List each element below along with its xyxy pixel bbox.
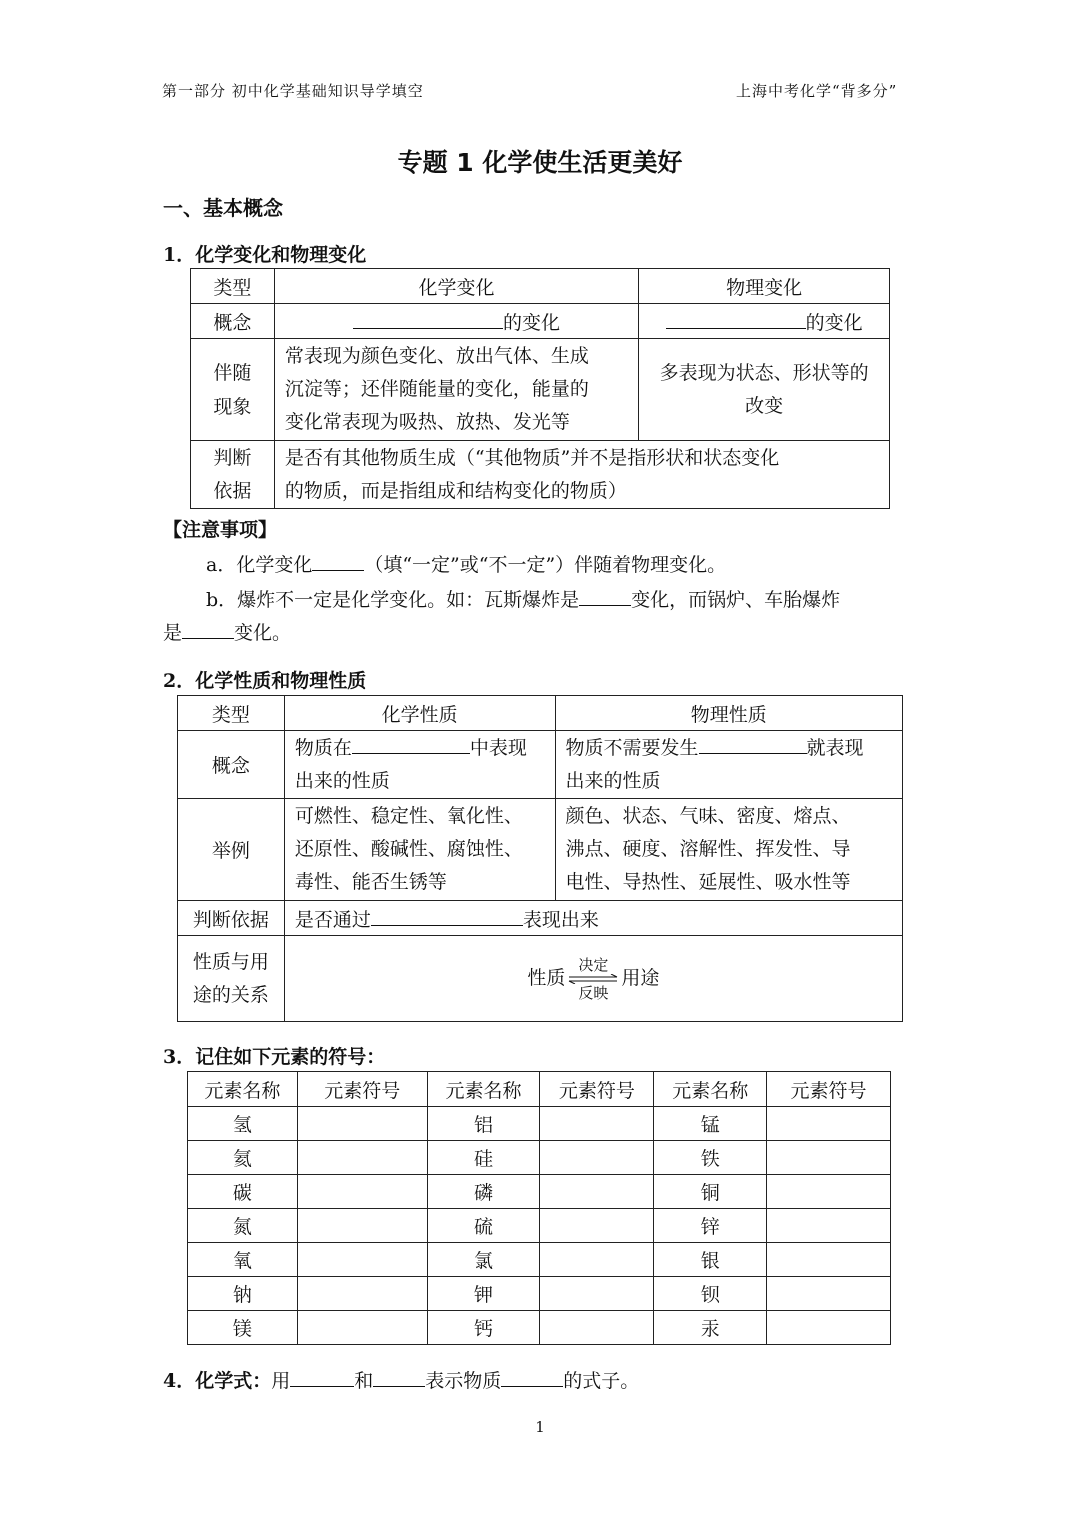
element-name: 锰 — [654, 1107, 767, 1141]
element-name: 氯 — [427, 1243, 540, 1277]
q2-concept-phys: 物质不需要发生 就表现 出来的性质 — [555, 731, 903, 799]
symbol-blank[interactable] — [767, 1243, 891, 1277]
element-name: 钾 — [427, 1277, 540, 1311]
element-name: 硫 — [427, 1209, 540, 1243]
symbol-blank[interactable] — [297, 1277, 427, 1311]
symbol-blank[interactable] — [540, 1277, 654, 1311]
q2-heading: 2．化学性质和物理性质 — [163, 670, 367, 692]
element-name: 铜 — [654, 1175, 767, 1209]
element-name: 锌 — [654, 1209, 767, 1243]
blank[interactable] — [373, 1368, 425, 1387]
page-number: 1 — [535, 1418, 545, 1436]
q3-header: 元素名称 — [188, 1072, 298, 1107]
blank[interactable] — [666, 310, 806, 329]
q3-header: 元素符号 — [767, 1072, 891, 1107]
symbol-blank[interactable] — [540, 1311, 654, 1345]
q3-header: 元素符号 — [297, 1072, 427, 1107]
blank[interactable] — [699, 735, 807, 754]
section-heading: 一、基本概念 — [163, 196, 283, 220]
q3-header: 元素名称 — [654, 1072, 767, 1107]
page-title: 专题 1 化学使生活更美好 — [397, 148, 683, 177]
symbol-blank[interactable] — [767, 1141, 891, 1175]
double-arrow-icon — [567, 974, 619, 984]
q1-header-chem: 化学变化 — [274, 269, 638, 304]
table-row — [188, 1107, 891, 1141]
q2-relation-label: 性质与用 途的关系 — [178, 936, 285, 1022]
q2-header-type: 类型 — [178, 696, 285, 731]
q2-concept-chem: 物质在 中表现 出来的性质 — [284, 731, 555, 799]
table-row — [188, 1209, 891, 1243]
table-row — [188, 1141, 891, 1175]
q1-basis-label: 判断 依据 — [191, 441, 275, 509]
relation-top: 决定 — [578, 955, 609, 974]
q1-header-type: 类型 — [191, 269, 275, 304]
element-name: 磷 — [427, 1175, 540, 1209]
q2-examples-phys: 颜色、状态、气味、密度、熔点、 沸点、硬度、溶解性、挥发性、导 电性、导热性、延展性、吸水性等 — [555, 799, 903, 901]
q3-header: 元素符号 — [540, 1072, 654, 1107]
symbol-blank[interactable] — [297, 1107, 427, 1141]
q2-basis-label: 判断依据 — [178, 901, 285, 936]
element-name: 铁 — [654, 1141, 767, 1175]
relation-arrows — [567, 956, 619, 1002]
header-right: 上海中考化学“背多分” — [736, 82, 898, 100]
blank[interactable] — [352, 735, 470, 754]
q2-examples-chem: 可燃性、稳定性、氧化性、 还原性、酸碱性、腐蚀性、 毒性、能否生锈等 — [284, 799, 555, 901]
relation-left: 性质 — [527, 966, 566, 989]
element-name: 碳 — [188, 1175, 298, 1209]
header-left: 第一部分 初中化学基础知识导学填空 — [162, 82, 424, 100]
element-name: 氧 — [188, 1243, 298, 1277]
symbol-blank[interactable] — [767, 1277, 891, 1311]
q1-phenomenon-label: 伴随 现象 — [191, 339, 275, 441]
symbol-blank[interactable] — [540, 1209, 654, 1243]
q2-relation-cell — [284, 936, 902, 1022]
notes-title: 【注意事项】 — [163, 519, 278, 541]
blank[interactable] — [353, 310, 503, 329]
element-name: 氦 — [188, 1141, 298, 1175]
element-name: 氢 — [188, 1107, 298, 1141]
symbol-blank[interactable] — [767, 1175, 891, 1209]
element-name: 银 — [654, 1243, 767, 1277]
element-name: 硅 — [427, 1141, 540, 1175]
symbol-blank[interactable] — [540, 1107, 654, 1141]
q1-phenomenon-phys: 多表现为状态、形状等的 改变 — [639, 339, 890, 441]
q1-header-phys: 物理变化 — [639, 269, 890, 304]
q3-header: 元素名称 — [427, 1072, 540, 1107]
element-name: 汞 — [654, 1311, 767, 1345]
blank[interactable] — [501, 1368, 563, 1387]
blank[interactable] — [290, 1368, 354, 1387]
q1-concept-phys: 的变化 — [639, 304, 890, 339]
note-b-cont: 是 变化。 — [163, 622, 292, 644]
symbol-blank[interactable] — [540, 1175, 654, 1209]
q1-table — [190, 268, 890, 509]
element-name: 钠 — [188, 1277, 298, 1311]
table-row — [188, 1175, 891, 1209]
blank[interactable] — [182, 620, 234, 639]
q1-heading: 1．化学变化和物理变化 — [163, 244, 367, 266]
q3-table — [187, 1071, 891, 1345]
symbol-blank[interactable] — [297, 1243, 427, 1277]
q1-basis-text: 是否有其他物质生成（“其他物质”并不是指形状和状态变化 的物质，而是指组成和结构变化的物质） — [274, 441, 889, 509]
note-a: a．化学变化 （填“一定”或“不一定”）伴随着物理变化。 — [206, 554, 727, 576]
symbol-blank[interactable] — [297, 1209, 427, 1243]
symbol-blank[interactable] — [297, 1311, 427, 1345]
q1-phenomenon-chem: 常表现为颜色变化、放出气体、生成 沉淀等；还伴随能量的变化，能量的 变化常表现为吸热、放热、发光等 — [274, 339, 638, 441]
table-row — [188, 1311, 891, 1345]
symbol-blank[interactable] — [540, 1141, 654, 1175]
element-name: 钡 — [654, 1277, 767, 1311]
symbol-blank[interactable] — [297, 1141, 427, 1175]
q2-concept-label: 概念 — [178, 731, 285, 799]
blank[interactable] — [579, 587, 631, 606]
q2-basis-text: 是否通过 表现出来 — [284, 901, 902, 936]
relation-bottom: 反映 — [578, 983, 609, 1002]
element-name: 铝 — [427, 1107, 540, 1141]
element-name: 镁 — [188, 1311, 298, 1345]
blank[interactable] — [371, 907, 523, 926]
q2-header-phys: 物理性质 — [555, 696, 903, 731]
note-b: b．爆炸不一定是化学变化。如：瓦斯爆炸是 变化，而锅炉、车胎爆炸 — [206, 589, 841, 611]
q1-concept-chem: 的变化 — [274, 304, 638, 339]
table-row — [188, 1277, 891, 1311]
q4-line: 4．化学式：用 和 表示物质 的式子。 — [163, 1370, 640, 1392]
relation-right: 用途 — [621, 966, 660, 989]
q3-heading: 3．记住如下元素的符号： — [163, 1046, 386, 1068]
q2-examples-label: 举例 — [178, 799, 285, 901]
element-name: 钙 — [427, 1311, 540, 1345]
symbol-blank[interactable] — [767, 1209, 891, 1243]
table-row — [188, 1243, 891, 1277]
symbol-blank[interactable] — [767, 1107, 891, 1141]
q2-header-chem: 化学性质 — [284, 696, 555, 731]
symbol-blank[interactable] — [540, 1243, 654, 1277]
symbol-blank[interactable] — [767, 1311, 891, 1345]
symbol-blank[interactable] — [297, 1175, 427, 1209]
blank[interactable] — [312, 552, 364, 571]
element-name: 氮 — [188, 1209, 298, 1243]
q2-table — [177, 695, 903, 1022]
q1-concept-label: 概念 — [191, 304, 275, 339]
